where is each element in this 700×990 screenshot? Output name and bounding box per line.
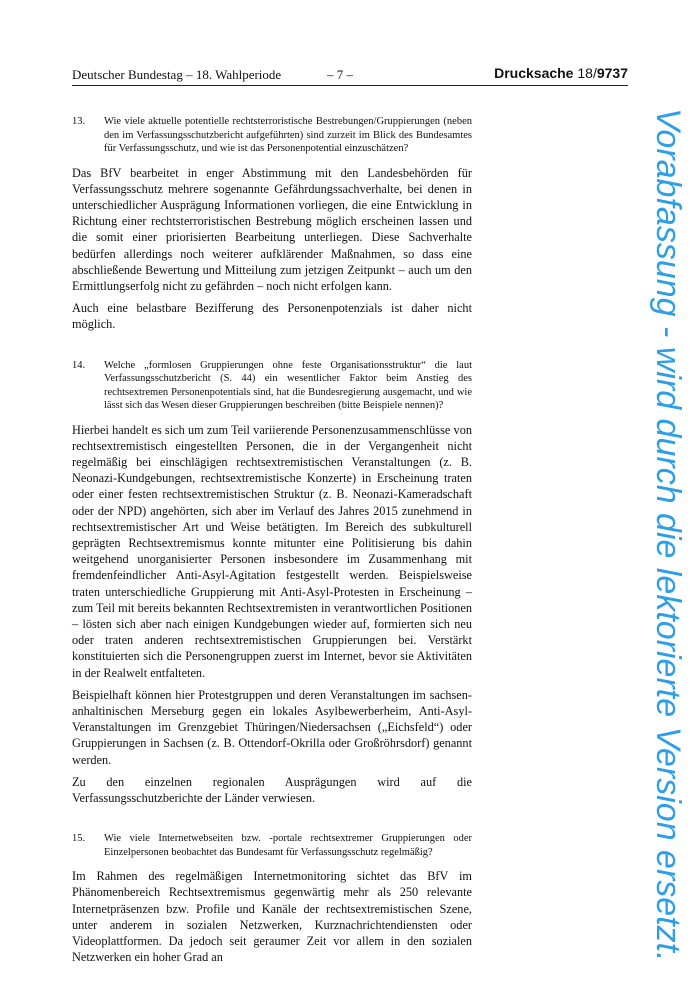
question-number: 15. [72,833,86,845]
question-text: Wie viele Internetwebseiten bzw. -portale rechtsextremer Gruppierungen oder Einzelpersonen beobachtet das Bundesamt für Verfassungsschutz regelmäßig? [104,833,472,858]
answer-paragraph: Auch eine belastbare Bezifferung des Personenpotenzials ist daher nicht möglich. [72,301,472,332]
answer-paragraph: Das BfV bearbeitet in enger Abstimmung mit den Landesbehörden für Verfassungsschutz mehrere sogenannte Gefährdungssachverhalte, bei denen in unterschiedlicher Ausprägung Informationen vorliegen, die eine Entwicklung in Richtung einer rechtsterroristischen Bestrebung möglich erscheinen lassen und die somit einer priorisierten Bearbeitung unterliegen. Diese Sachverhalte bedürfen allerdings noch weiterer aufklärender Maßnahmen, so dass eine abschließende Bewertung und Mitteilung zum jetzigen Zeitpunkt – auch um den Ermittlungserfolg nicht zu gefährden – noch nicht erfolgen kann. [72,165,472,293]
question-number: 13. [72,116,86,127]
page-number: – 7 – [327,67,353,82]
draft-watermark [645,108,690,962]
question-14 [72,359,472,413]
question-text: Welche „formlosen Gruppierungen ohne feste Organisationsstruktur“ die laut Verfassungsschutzbericht (S. 44) ein wesentlicher Faktor beim Anstieg des rechtsextremen Personenpotentials sind, hat die Bundesregierung ausgemacht, und wie lässt sich das Wesen dieser Gruppierungen beschreiben (bitte Beispiele nennen)? [104,359,472,412]
page-header [72,65,628,83]
document-reference-label: Drucksache [494,65,574,81]
question-13 [72,115,472,156]
document-reference [494,65,628,81]
question-15 [72,832,472,859]
answer-paragraph: Im Rahmen des regelmäßigen Internetmonitoring sichtet das BfV im Phänomenbereich Rechtsextremismus gegenwärtig mehr als 250 relevante Internetpräsenzen bzw. Profile und Kanäle der rechtsextremistischen Szene, unter anderem in sozialen Netzwerken, Kurznachrichtendiensten oder Videoplattformen. Da jedoch seit geraumer Zeit vor allem in den sozialen Netzwerken ein hoher Grad an [72,869,472,965]
answer-paragraph: Hierbei handelt es sich um zum Teil variierende Personenzusammenschlüsse von rechtsextremistisch eingestellten Personen, die in der Vergangenheit nicht regelmäßig bei einschlägigen rechtsextremistischen Veranstaltungen (z. B. Neonazi-Kundgebungen, rechtsextremistische Konzerte) in Erscheinung traten oder einer festen rechtsextremistischen Struktur (z. B. Neonazi-Kameradschaft oder der NPD) angehörten, sich aber im Verlauf des Jahres 2015 zunehmend in rechtsextremistischer Art und Weise betätigten. Im Bereich des subkulturell geprägten Rechtsextremismus konnte mitunter eine Politisierung bis dahin weitgehend unorganisierter Personen insbesondere im Zusammenhang mit fremdenfeindlicher Anti-Asyl-Agitation festgestellt werden. Beispielsweise traten unterschiedliche Gruppierung mit Anti-Asyl-Protesten in Erscheinung – zum Teil mit bereits bekannten Rechtsextremisten in verantwortlichen Positionen – lösten sich aber nach einigen Kundgebungen wieder auf, formierten sich neu oder traten anderen rechtsextremistischen Gruppierungen bei. Verstärkt konstituierten sich die Personengruppen zuerst im Internet, bevor sie Aktivitäten in der Realwelt entfalteten. [72,422,472,680]
question-number: 14. [72,359,86,371]
watermark-text: Vorabfassung - wird durch die lektorierte Version ersetzt. [649,108,687,962]
answer-paragraph: Beispielhaft können hier Protestgruppen und deren Veranstaltungen im sachsen-anhaltinischen Merseburg gegen ein lokales Asylbewerberheim, Anti-Asyl-Veranstaltungen im Grenzgebiet Thüringen/Niedersachsen („Eichsfeld“) oder Gruppierungen in Sachsen (z. B. Ottendorf-Okrilla oder Großröhrsdorf) genannt werden. [72,687,472,767]
question-text: Wie viele aktuelle potentielle rechtsterroristische Bestrebungen/Gruppierungen (neben den im Verfassungsschutzbericht aufgeführten) sind zurzeit im Blick des Bundesamtes für Verfassungsschutz, und wie ist das Personenpotential einzuschätzen? [104,116,472,154]
parliament-period: Deutscher Bundestag – 18. Wahlperiode [72,67,282,82]
document-reference-prefix: 18/ [577,65,597,81]
header-rule [72,85,628,86]
document-reference-number: 9737 [596,65,628,81]
document-body [72,115,472,971]
answer-paragraph: Zu den einzelnen regionalen Ausprägungen wird auf die Verfassungsschutzberichte der Länder verwiesen. [72,774,472,805]
